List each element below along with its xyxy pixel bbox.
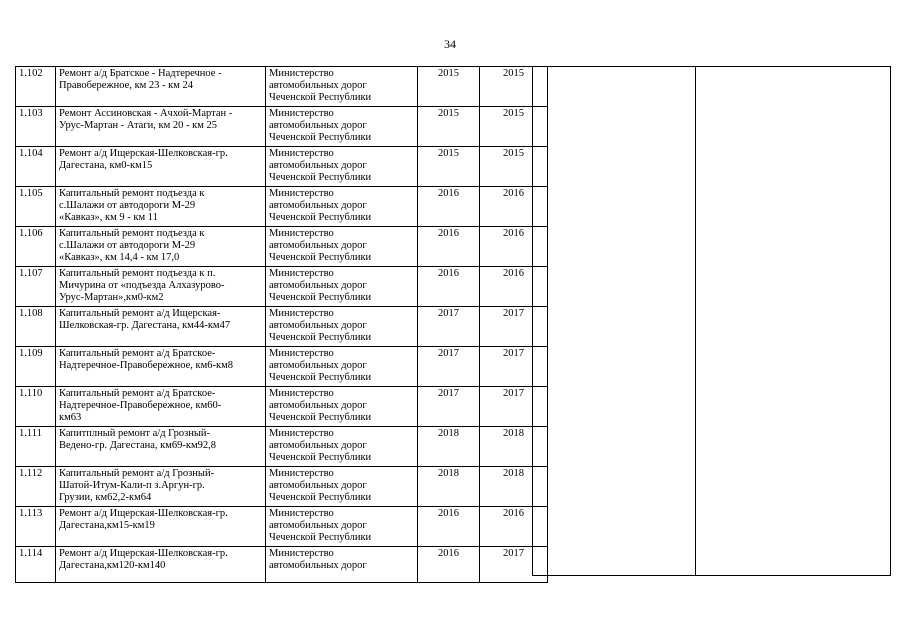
agency-line: автомобильных дорог [269, 400, 367, 411]
agency-line: автомобильных дорог [269, 560, 367, 571]
start-year: 2017 [418, 387, 480, 427]
end-year: 2017 [480, 307, 548, 347]
work-description-line: Капитальный ремонт а/д Братское- [59, 388, 216, 399]
row-number: 1.108 [16, 307, 56, 347]
responsible-agency [266, 507, 418, 547]
work-description-line: Грузии, км62,2-км64 [59, 492, 152, 503]
road-works-table [15, 66, 548, 583]
work-description-line: Ремонт а/д Ищерская-Шелковская-гр. [59, 508, 228, 519]
work-description-line: Капитальный ремонт подъезда к п. [59, 268, 216, 279]
agency-line: Министерство [269, 388, 334, 399]
start-year: 2016 [418, 227, 480, 267]
end-year: 2016 [480, 267, 548, 307]
work-description-line: Дагестана,км120-км140 [59, 560, 166, 571]
agency-line: автомобильных дорог [269, 120, 367, 131]
end-year: 2016 [480, 187, 548, 227]
agency-line: Министерство [269, 188, 334, 199]
start-year: 2018 [418, 467, 480, 507]
agency-line: Чеченской Республики [269, 492, 372, 503]
table-row [16, 67, 548, 107]
work-description-line: с.Шалажи от автодороги М-29 [59, 240, 196, 251]
agency-line: Чеченской Республики [269, 412, 372, 423]
agency-line: автомобильных дорог [269, 160, 367, 171]
responsible-agency [266, 467, 418, 507]
work-description-line: Ремонт а/д Братское - Надтеречное - [59, 68, 222, 79]
agency-line: Министерство [269, 308, 334, 319]
agency-line: Чеченской Республики [269, 452, 372, 463]
responsible-agency [266, 187, 418, 227]
work-description-line: Дагестана,км15-км19 [59, 520, 155, 531]
work-description-line: Ремонт а/д Ищерская-Шелковская-гр. [59, 148, 228, 159]
table-row [16, 227, 548, 267]
table-row [16, 307, 548, 347]
row-number: 1.106 [16, 227, 56, 267]
agency-line: Министерство [269, 348, 334, 359]
agency-line: Министерство [269, 428, 334, 439]
work-description-line: Правобережное, км 23 - км 24 [59, 80, 194, 91]
agency-line: автомобильных дорог [269, 200, 367, 211]
row-number: 1.109 [16, 347, 56, 387]
start-year: 2016 [418, 507, 480, 547]
table-row [16, 107, 548, 147]
work-description-line: Капитплный ремонт а/д Грозный- [59, 428, 211, 439]
start-year: 2015 [418, 67, 480, 107]
work-description-line: Капитальный ремонт а/д Грозный- [59, 468, 215, 479]
work-description-line: Шатой-Итум-Кали-п з.Аргун-гр. [59, 480, 205, 491]
end-year: 2016 [480, 227, 548, 267]
start-year: 2018 [418, 427, 480, 467]
agency-line: Чеченской Республики [269, 292, 372, 303]
row-number: 1.111 [16, 427, 56, 467]
work-description [56, 67, 266, 107]
work-description-line: Шелковская-гр. Дагестана, км44-км47 [59, 320, 231, 331]
end-year: 2015 [480, 67, 548, 107]
start-year: 2015 [418, 147, 480, 187]
agency-line: Министерство [269, 68, 334, 79]
agency-line: Министерство [269, 548, 334, 559]
page-number: 34 [444, 37, 456, 51]
work-description-line: «Кавказ», км 14,4 - км 17,0 [59, 252, 180, 263]
agency-line: автомобильных дорог [269, 320, 367, 331]
work-description [56, 307, 266, 347]
row-number: 1.107 [16, 267, 56, 307]
work-description-line: Урус-Мартан»,км0-км2 [59, 292, 164, 303]
work-description-line: Ремонт Ассиновская - Ачхой-Мартан - [59, 108, 233, 119]
table-row [16, 547, 548, 583]
table-row [16, 507, 548, 547]
end-year: 2017 [480, 547, 548, 583]
table-row [16, 187, 548, 227]
work-description-line: Капитальный ремонт подъезда к [59, 228, 205, 239]
agency-line: Чеченской Республики [269, 92, 372, 103]
table-row [16, 267, 548, 307]
work-description-line: с.Шалажи от автодороги М-29 [59, 200, 196, 211]
end-year: 2018 [480, 467, 548, 507]
work-description-line: Урус-Мартан - Атаги, км 20 - км 25 [59, 120, 217, 131]
responsible-agency [266, 307, 418, 347]
work-description-line: Ремонт а/д Ищерская-Шелковская-гр. [59, 548, 228, 559]
row-number: 1.104 [16, 147, 56, 187]
agency-line: Чеченской Республики [269, 532, 372, 543]
table-row [16, 467, 548, 507]
agency-line: автомобильных дорог [269, 240, 367, 251]
responsible-agency [266, 147, 418, 187]
end-year: 2016 [480, 507, 548, 547]
work-description-line: Капитальный ремонт подъезда к [59, 188, 205, 199]
work-description [56, 347, 266, 387]
work-description [56, 387, 266, 427]
agency-line: Министерство [269, 268, 334, 279]
agency-line: Чеченской Республики [269, 172, 372, 183]
work-description [56, 467, 266, 507]
work-description-line: Надтеречное-Правобережное, км6-км8 [59, 360, 233, 371]
agency-line: Министерство [269, 228, 334, 239]
row-number: 1.113 [16, 507, 56, 547]
end-year: 2015 [480, 107, 548, 147]
work-description-line: Мичурина от «подъезда Алхазурово- [59, 280, 225, 291]
work-description [56, 267, 266, 307]
agency-line: автомобильных дорог [269, 360, 367, 371]
work-description-line: «Кавказ», км 9 - км 11 [59, 212, 158, 223]
work-description [56, 147, 266, 187]
table-row [16, 347, 548, 387]
start-year: 2017 [418, 307, 480, 347]
responsible-agency [266, 267, 418, 307]
work-description-line: Дагестана, км0-км15 [59, 160, 153, 171]
agency-line: автомобильных дорог [269, 480, 367, 491]
agency-line: Министерство [269, 108, 334, 119]
row-number: 1.112 [16, 467, 56, 507]
table-row [16, 147, 548, 187]
end-year: 2015 [480, 147, 548, 187]
work-description-line: км63 [59, 412, 82, 423]
work-description-line: Ведено-гр. Дагестана, км69-км92,8 [59, 440, 217, 451]
agency-line: автомобильных дорог [269, 520, 367, 531]
start-year: 2015 [418, 107, 480, 147]
end-year: 2017 [480, 387, 548, 427]
start-year: 2016 [418, 547, 480, 583]
agency-line: Чеченской Республики [269, 132, 372, 143]
row-number: 1.105 [16, 187, 56, 227]
work-description [56, 187, 266, 227]
table-body [16, 67, 548, 583]
start-year: 2016 [418, 187, 480, 227]
empty-columns-box [532, 66, 891, 576]
responsible-agency [266, 107, 418, 147]
work-description [56, 427, 266, 467]
responsible-agency [266, 227, 418, 267]
agency-line: Чеченской Республики [269, 372, 372, 383]
agency-line: автомобильных дорог [269, 440, 367, 451]
agency-line: Министерство [269, 508, 334, 519]
column-divider [695, 67, 696, 575]
work-description-line: Надтеречное-Правобережное, км60- [59, 400, 222, 411]
responsible-agency [266, 347, 418, 387]
start-year: 2017 [418, 347, 480, 387]
row-number: 1.110 [16, 387, 56, 427]
agency-line: Чеченской Республики [269, 332, 372, 343]
end-year: 2017 [480, 347, 548, 387]
agency-line: автомобильных дорог [269, 80, 367, 91]
work-description-line: Капитальный ремонт а/д Братское- [59, 348, 216, 359]
responsible-agency [266, 67, 418, 107]
work-description [56, 107, 266, 147]
work-description [56, 227, 266, 267]
work-description-line: Капитальный ремонт а/д Ищерская- [59, 308, 221, 319]
row-number: 1.103 [16, 107, 56, 147]
responsible-agency [266, 387, 418, 427]
start-year: 2016 [418, 267, 480, 307]
work-description [56, 547, 266, 583]
agency-line: Министерство [269, 468, 334, 479]
row-number: 1.114 [16, 547, 56, 583]
row-number: 1.102 [16, 67, 56, 107]
agency-line: Чеченской Республики [269, 252, 372, 263]
end-year: 2018 [480, 427, 548, 467]
responsible-agency [266, 547, 418, 583]
agency-line: Чеченской Республики [269, 212, 372, 223]
work-description [56, 507, 266, 547]
table-row [16, 427, 548, 467]
agency-line: автомобильных дорог [269, 280, 367, 291]
responsible-agency [266, 427, 418, 467]
agency-line: Министерство [269, 148, 334, 159]
table-row [16, 387, 548, 427]
